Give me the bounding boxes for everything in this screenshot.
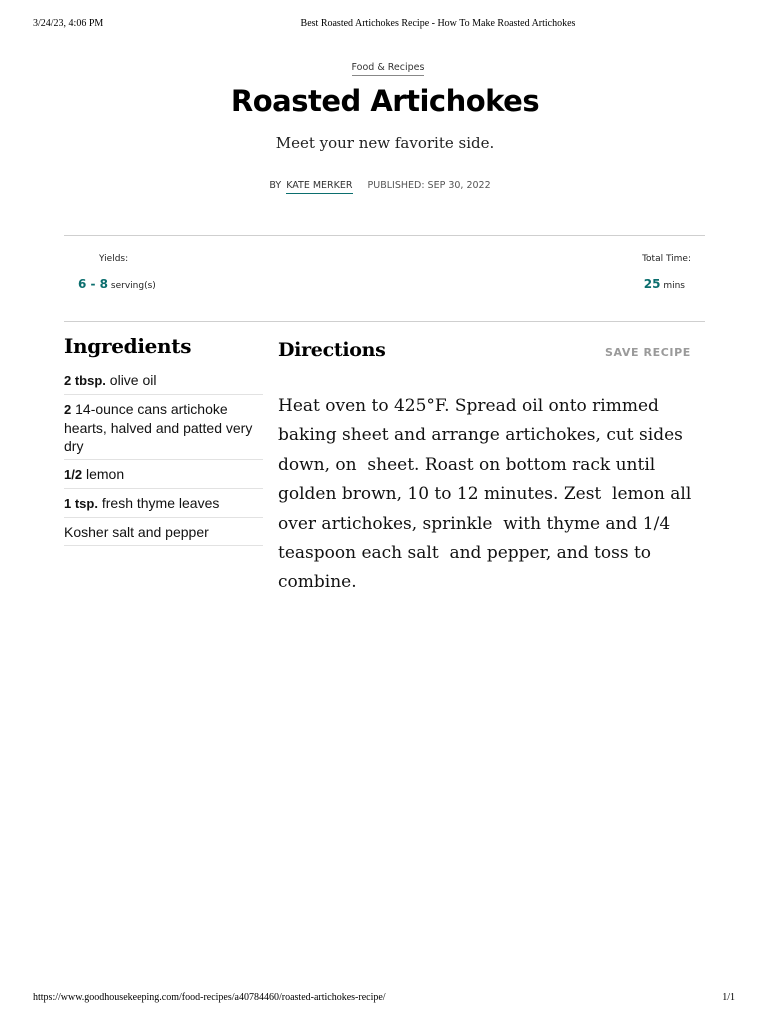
yields-label: Yields: [99, 254, 129, 264]
ingredient-amount: 1/2 [64, 467, 83, 482]
byline [0, 180, 760, 191]
ingredient-amount: 1 tsp. [64, 496, 98, 511]
ingredient-amount: 2 [64, 402, 72, 417]
total-time-unit: mins [663, 281, 685, 291]
print-url: https://www.goodhousekeeping.com/food-recipes/a40784460/roasted-artichokes-recipe/ [33, 992, 386, 1003]
yields-number: 6 - 8 [78, 277, 109, 291]
category-link[interactable]: Food & Recipes [352, 62, 425, 76]
ingredients-section [64, 334, 263, 546]
ingredient-text: fresh thyme leaves [101, 495, 220, 511]
total-time-value [644, 277, 685, 291]
save-recipe-button[interactable]: SAVE RECIPE [605, 346, 691, 359]
total-time-number: 25 [643, 277, 661, 291]
category-breadcrumb [0, 57, 768, 75]
recipe-title: Roasted Artichokes [230, 84, 540, 118]
print-datetime: 3/24/23, 4:06 PM [33, 18, 104, 29]
ingredients-heading: Ingredients [64, 334, 192, 358]
ingredient-item [64, 460, 263, 489]
ingredient-item [64, 366, 263, 395]
print-page-number: 1/1 [722, 992, 735, 1003]
ingredient-item [64, 518, 263, 546]
ingredients-list [64, 366, 263, 546]
author-link[interactable]: KATE MERKER [286, 180, 352, 194]
byline-prefix: BY [269, 180, 282, 191]
ingredient-text: lemon [85, 466, 125, 482]
directions-heading: Directions [278, 339, 386, 361]
divider-bottom [64, 321, 705, 322]
ingredient-text: 14-ounce cans artichoke hearts, halved and patted very dry [64, 401, 253, 454]
published-date: PUBLISHED: SEP 30, 2022 [367, 180, 491, 191]
total-time-label: Total Time: [642, 254, 691, 264]
ingredient-item [64, 395, 263, 460]
directions-text: Heat oven to 425°F. Spread oil onto rimmed baking sheet and arrange artichokes, cut sides down, on sheet. Roast on bottom rack until golden brown, 10 to 12 minutes. Zest lemon all over artichokes, sprinkle with thyme and 1/4 teaspoon each salt and pepper, and toss to combine. [278, 396, 697, 593]
ingredient-amount: 2 tbsp. [64, 373, 106, 388]
divider-top [64, 235, 705, 236]
yields-unit: serving(s) [110, 281, 156, 291]
ingredient-text: olive oil [109, 372, 157, 388]
ingredient-text: Kosher salt and pepper [64, 524, 209, 540]
yields-value [78, 277, 156, 291]
print-page-title: Best Roasted Artichokes Recipe - How To Make Roasted Artichokes [300, 18, 576, 29]
recipe-subtitle: Meet your new favorite side. [275, 134, 495, 152]
ingredient-item [64, 489, 263, 518]
